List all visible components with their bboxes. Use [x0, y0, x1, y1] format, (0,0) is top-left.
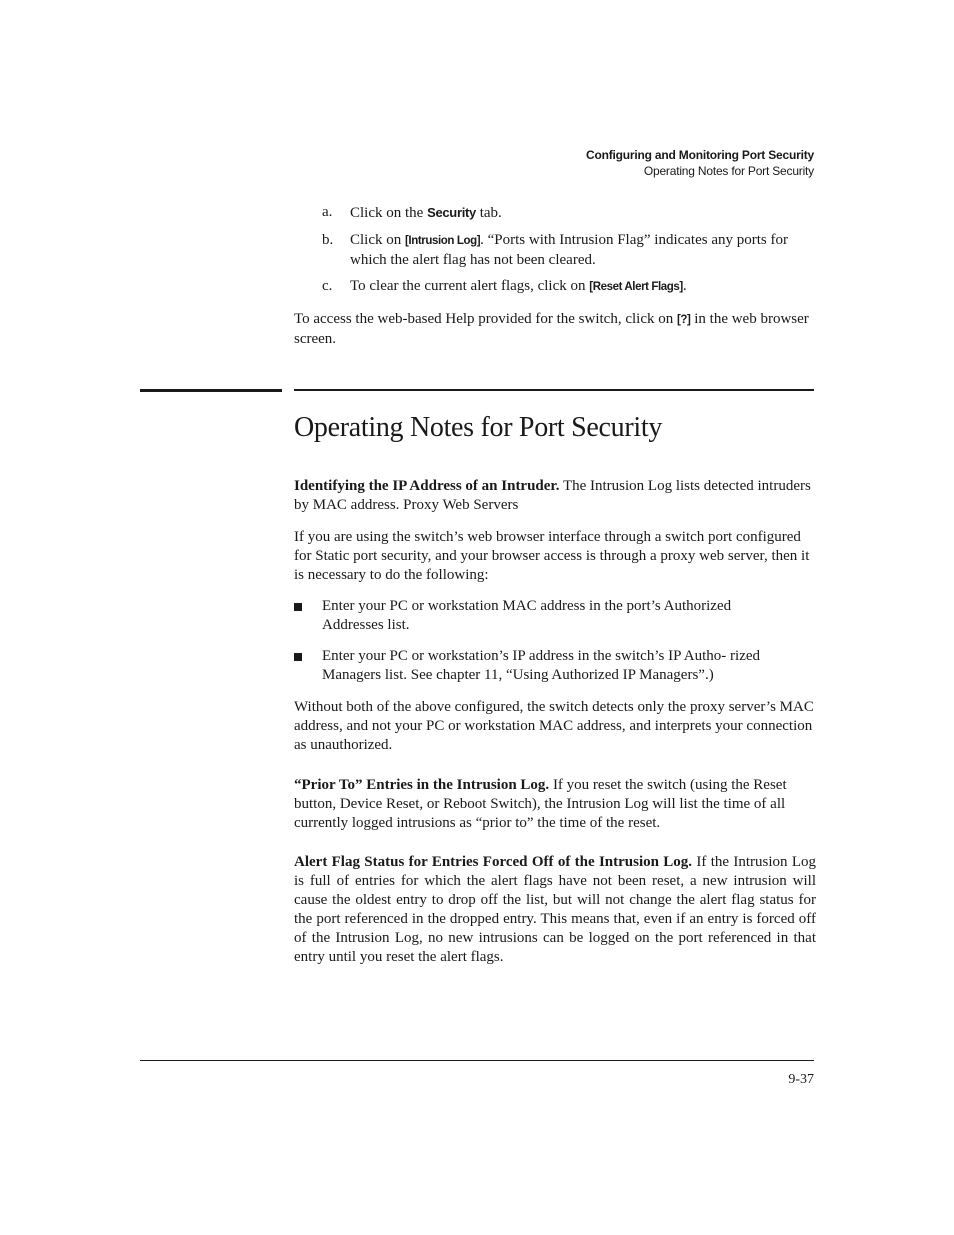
step-label: b. [322, 232, 334, 248]
help-text-post: in the web browser screen. [294, 311, 809, 347]
step-text [350, 203, 814, 223]
bullet-text: Enter your PC or workstation MAC address in the port’s Authorized Addresses list. [322, 598, 732, 633]
step-text-post: . [682, 278, 687, 294]
proxy-paragraph: If you are using the switch’s web browser interface through a switch port configured for Static port security, and your browser access is through a proxy web server, then it is necessary to do the following: [294, 529, 810, 583]
prior-paragraph [294, 776, 816, 833]
step-text-pre: Click on [350, 232, 405, 248]
intruder-paragraph [294, 477, 816, 515]
step-text [350, 231, 814, 270]
intrusion-log-keyword: [Intrusion Log] [405, 235, 481, 247]
running-header-subtitle: Operating Notes for Port Security [643, 164, 814, 178]
running-header-title: Configuring and Monitoring Port Security [586, 148, 814, 162]
footer-rule [140, 1060, 814, 1061]
page-number: 9-37 [788, 1072, 814, 1087]
help-paragraph [294, 310, 816, 349]
bullet-square-icon [294, 653, 302, 661]
prior-body: If you reset the switch (using the Reset button, Device Reset, or Reboot Switch), the Intrusion Log will list the time of all currently logged intrusions as “prior to” the time of the reset. [294, 777, 787, 831]
alert-body: If the Intrusion Log is full of entries for which the alert flags have not been reset, a new intrusion will cause the oldest entry to drop off the list, but will not change the alert flag status for the port referenced in the dropped entry. This means that, even if an entry is forced off of the Intrusion Log, no new intrusions can be logged on the port referenced in that entry until you reset the alert flags. [294, 854, 816, 965]
section-title: Operating Notes for Port Security [294, 412, 663, 443]
prior-heading: “Prior To” Entries in the Intrusion Log. [294, 777, 550, 793]
alert-paragraph [294, 853, 816, 967]
security-tab-keyword: Security [427, 205, 476, 220]
step-label: c. [322, 278, 333, 294]
bullet-square-icon [294, 603, 302, 611]
reset-alert-flags-keyword: [Reset Alert Flags] [589, 281, 683, 293]
without-paragraph: Without both of the above configured, the switch detects only the proxy server’s MAC address, and not your PC or workstation MAC address, and interprets your connection as unauthorized. [294, 699, 814, 753]
section-rule-right [294, 389, 814, 391]
step-label: a. [322, 204, 333, 220]
step-text-post: tab. [475, 205, 502, 221]
bullet-text: Enter your PC or workstation’s IP address in the switch’s IP Autho- rized Managers list. See chapter 11, “Using Authorized IP Managers”.) [322, 648, 761, 683]
section-rule-left [140, 389, 282, 392]
step-text [350, 277, 814, 297]
step-text-pre: To clear the current alert flags, click on [350, 278, 590, 294]
alert-heading: Alert Flag Status for Entries Forced Off of the Intrusion Log. [294, 854, 693, 870]
intruder-heading: Identifying the IP Address of an Intruder. [294, 478, 560, 494]
intruder-body: The Intrusion Log lists detected intruders by MAC address. Proxy Web Servers [294, 478, 811, 513]
step-text-post: . “Ports with Intrusion Flag” indicates any ports for which the alert flag has not been cleared. [350, 232, 788, 268]
help-keyword: [?] [677, 314, 691, 326]
step-text-pre: Click on the [350, 205, 428, 221]
help-text-pre: To access the web-based Help provided for the switch, click on [294, 311, 677, 327]
